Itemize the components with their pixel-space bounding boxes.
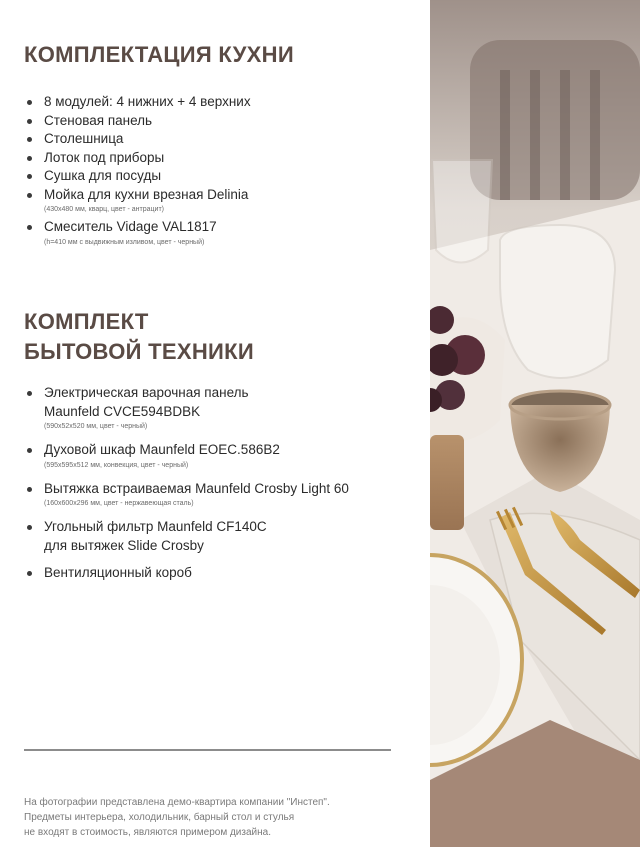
footer-divider — [24, 749, 391, 751]
appliances-title-line1: КОМПЛЕКТ — [24, 309, 149, 334]
item-note: (h=410 мм с выдвижным изливом, цвет - черный) — [44, 238, 205, 246]
item-label: Вентиляционный короб — [44, 565, 192, 580]
item-label: Сушка для посуды — [44, 168, 162, 183]
item-label: Лоток под приборы — [44, 149, 165, 165]
list-item — [24, 518, 419, 555]
list-item — [24, 112, 419, 131]
list-item — [24, 441, 419, 471]
item-label: Духовой шкаф Maunfeld EOEC.586B2 — [44, 442, 280, 457]
item-note: (430x480 мм, кварц, цвет - антрацит) — [44, 206, 164, 213]
list-item — [24, 384, 419, 432]
item-label: Угольный фильтр Maunfeld CF140C — [44, 519, 267, 534]
kitchen-list — [24, 93, 419, 251]
list-item — [24, 186, 419, 216]
kitchen-title: КОМПЛЕКТАЦИЯ КУХНИ — [24, 42, 294, 67]
disclaimer-line: На фотографии представлена демо-квартира компании "Инстеп". — [24, 797, 330, 808]
item-label-line2: Maunfeld CVCE594BDBK — [44, 403, 201, 419]
appliances-list — [24, 384, 419, 592]
appliances-title-line2: БЫТОВОЙ ТЕХНИКИ — [24, 339, 254, 364]
list-item — [24, 130, 419, 149]
item-label: Смеситель Vidage VAL1817 — [44, 219, 217, 234]
item-note: (590x52x520 мм, цвет - черный) — [44, 423, 148, 430]
disclaimer — [24, 795, 424, 840]
list-item — [24, 218, 419, 248]
item-label: Стеновая панель — [44, 112, 153, 128]
item-label-line2: для вытяжек Slide Crosby — [44, 537, 204, 553]
item-label: Вытяжка встраиваемая Maunfeld Crosby Light 60 — [44, 480, 349, 496]
item-note: (595x595x512 мм, конвекция, цвет - черный) — [44, 461, 189, 469]
list-item — [24, 564, 419, 583]
item-label: 8 модулей: 4 нижних + 4 верхних — [44, 94, 251, 109]
list-item — [24, 480, 419, 510]
list-item — [24, 93, 419, 112]
item-label: Мойка для кухни врезная Delinia — [44, 186, 249, 202]
list-item — [24, 167, 419, 186]
disclaimer-line: не входят в стоимость, являются примером дизайна. — [24, 827, 271, 838]
table-setting-photo — [430, 0, 640, 847]
list-item — [24, 149, 419, 168]
item-note: (160x600x296 мм, цвет - нержавеющая сталь) — [44, 500, 194, 507]
item-label: Электрическая варочная панель — [44, 385, 249, 400]
item-label: Столешница — [44, 131, 124, 146]
disclaimer-line: Предметы интерьера, холодильник, барный стол и стулья — [24, 812, 295, 823]
appliances-title — [24, 307, 254, 367]
